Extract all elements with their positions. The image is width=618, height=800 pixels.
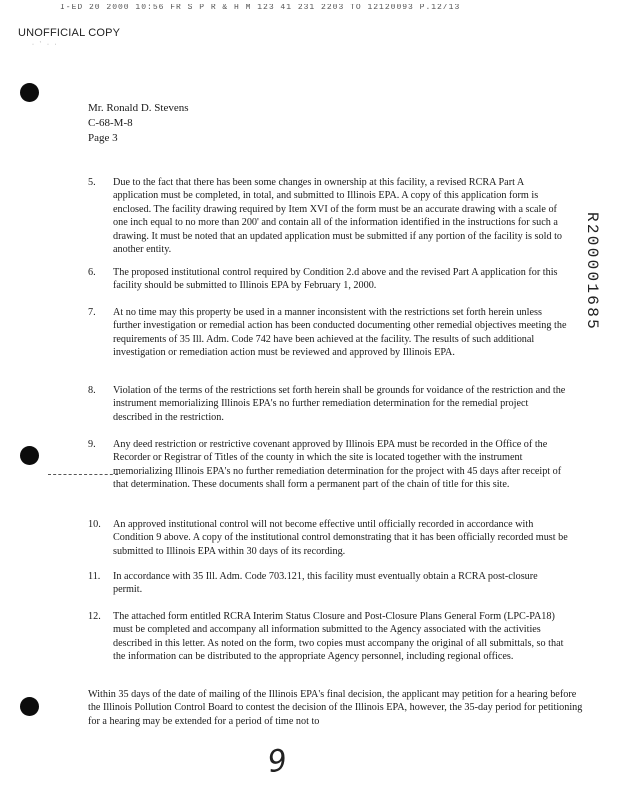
recipient-name: Mr. Ronald D. Stevens	[88, 102, 189, 114]
bates-number	[575, 212, 605, 432]
item-number: 8.	[88, 385, 96, 396]
item-number: 9.	[88, 439, 96, 450]
item-text: In accordance with 35 Ill. Adm. Code 703.121, this facility must eventually obtain a RCRA post-closure permit.	[113, 571, 538, 596]
condition-item	[88, 176, 568, 256]
item-number: 11.	[88, 571, 101, 582]
item-text: Violation of the terms of the restrictions set forth herein shall be grounds for voidance of the restriction and the instrument memorializing Illinois EPA's no further remediation determination for the remedial project described in the restriction.	[113, 385, 566, 423]
condition-item	[88, 384, 568, 424]
condition-item	[88, 570, 568, 597]
scan-speckle: · ` · ·	[32, 42, 59, 48]
item-text: An approved institutional control will not become effective until officially recorded in accordance with Condition 9 above. A copy of the institutional control demonstrating that it has been officially recorded must be submitted to Illinois EPA within 30 days of its recording.	[113, 519, 568, 557]
item-number: 6.	[88, 267, 96, 278]
item-text: Due to the fact that there has been some changes in ownership at this facility, a revised RCRA Part A application must be completed, in total, and submitted to Illinois EPA. A copy of this application form is enclosed. The facility drawing required by Item XVI of the form must be an accurate drawing with a scale of one inch equal to no more than 200' and contain all of the information identified in the instructions for such a drawing. It must be noted that an updated application must be submitted if any portion of the facility is sold to another entity.	[113, 177, 563, 256]
item-text: Any deed restriction or restrictive covenant approved by Illinois EPA must be recorded in the Office of the Recorder or Registrar of Titles of the county in which the site is located together with the instrument memorializing Illinois EPA's no further remediation determination for the project with 45 days after receipt of that determination. These documents shall form a permanent part of the chain of title for this site.	[113, 439, 562, 491]
punch-hole-3	[20, 697, 39, 716]
item-number: 7.	[88, 307, 96, 318]
bates-number-text: R200001685	[583, 212, 601, 332]
item-number: 5.	[88, 177, 96, 188]
item-number: 12.	[88, 611, 101, 622]
condition-item	[88, 438, 568, 492]
letter-address-block	[88, 101, 189, 146]
handwritten-page-number: 9	[265, 742, 290, 781]
condition-item	[88, 518, 568, 558]
punch-hole-2	[20, 446, 39, 465]
page-number: Page 3	[88, 132, 118, 144]
reference-number: C-68-M-8	[88, 117, 133, 129]
condition-item	[88, 306, 568, 360]
closing-paragraph: Within 35 days of the date of mailing of the Illinois EPA's final decision, the applicant may petition for a hearing before the Illinois Pollution Control Board to contest the decision of the Illinois EPA, however, the 35-day period for petitioning for a hearing may be extended for a period of time not to	[88, 689, 583, 727]
condition-item	[88, 266, 568, 293]
item-number: 10.	[88, 519, 101, 530]
condition-item	[88, 610, 568, 664]
fax-header-line: I-ED 20 2000 10:56 FR S P R & H M 123 41 231 2203 TO 12120093 P.12/13	[60, 4, 461, 12]
punch-hole-1	[20, 83, 39, 102]
scan-mark-line	[48, 474, 118, 475]
item-text: The attached form entitled RCRA Interim Status Closure and Post-Closure Plans General Form (LPC-PA18) must be completed and accompany all information submitted to the Agency associated with the activities described in this letter. As noted on the form, two copies must accompany the original of all submittals, so that the information can be distributed to the appropriate Agency personnel, including regional offices.	[113, 611, 564, 663]
item-text: The proposed institutional control required by Condition 2.d above and the revised Part A application for this facility should be submitted to Illinois EPA by February 1, 2000.	[113, 267, 558, 292]
unofficial-copy-stamp: UNOFFICIAL COPY	[18, 27, 121, 39]
item-text: At no time may this property be used in a manner inconsistent with the restrictions set forth herein unless further investigation or remedial action has been conducted documenting other remedial objectives meeting the requirements of 35 Ill. Adm. Code 742 have been achieved at the facility. The results of such additional investigation or remediation action must be reviewed and approved by Illinois EPA.	[113, 307, 567, 359]
